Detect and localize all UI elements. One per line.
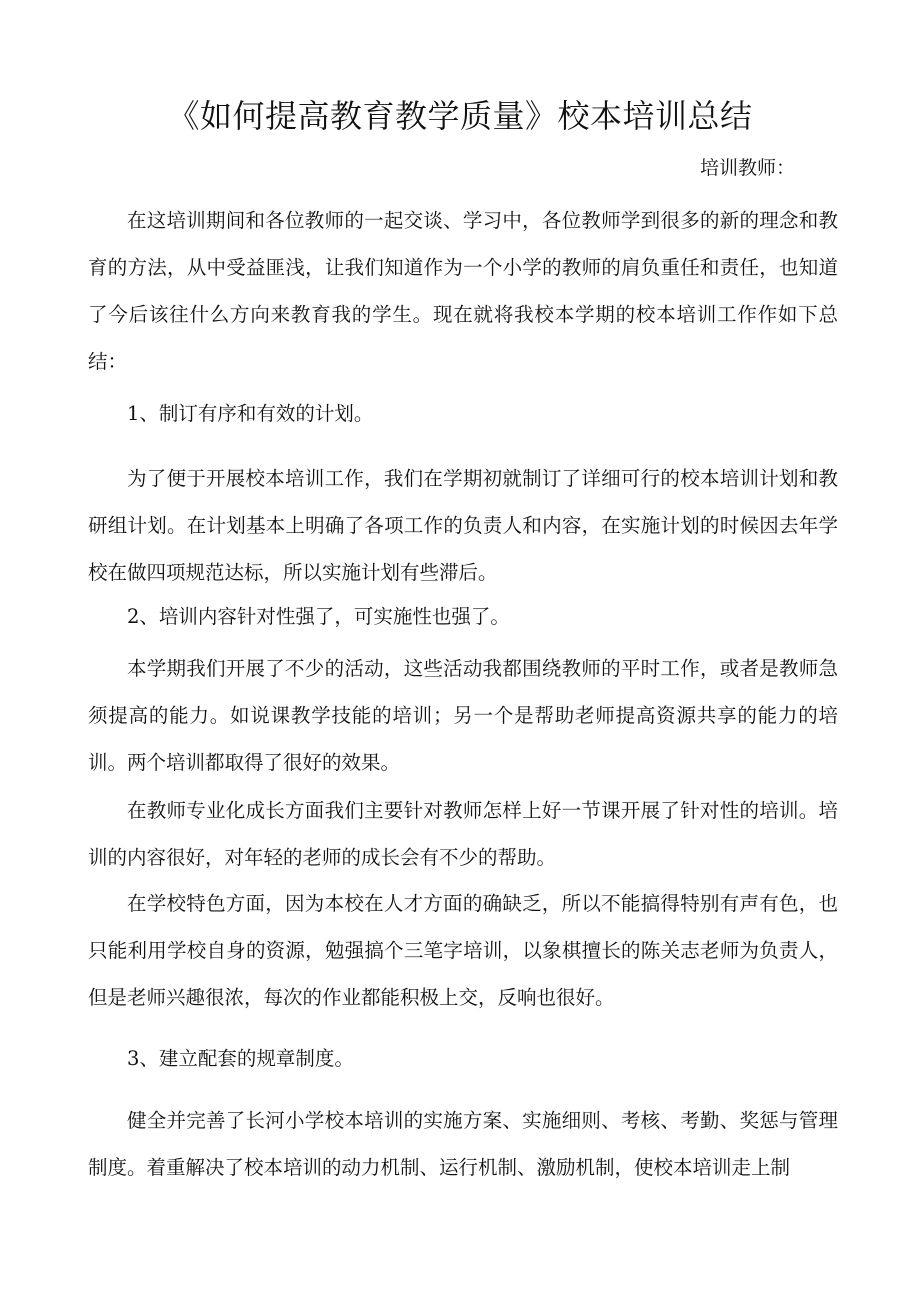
paragraph-regulations: 健全并完善了长河小学校本培训的实施方案、实施细则、考核、考勤、奖惩与管理制度。着重解决了校本培训的动力机制、运行机制、激励机制，使校本培训走上制 bbox=[88, 1109, 838, 1179]
document-title: 《如何提高教育教学质量》校本培训总结 bbox=[167, 97, 753, 135]
paragraph-plan: 为了便于开展校本培训工作，我们在学期初就制订了详细可行的校本培训计划和教研组计划。在计划基本上明确了各项工作的负责人和内容，在实施计划的时候因去年学校在做四项规范达标，所以实施计划有些滞后。 bbox=[88, 467, 838, 584]
section-heading-2: 2、培训内容针对性强了，可实施性也强了。 bbox=[127, 605, 510, 628]
paragraph-school-features: 在学校特色方面，因为本校在人才方面的确缺乏，所以不能搞得特别有声有色，也只能利用学校自身的资源，勉强搞个三笔字培训，以象棋擅长的陈关志老师为负责人，但是老师兴趣很浓，每次的作业都能积极上交，反响也很好。 bbox=[88, 892, 838, 1009]
paragraph-professional-growth: 在教师专业化成长方面我们主要针对教师怎样上好一节课开展了针对性的培训。培训的内容很好，对年轻的老师的成长会有不少的帮助。 bbox=[88, 799, 838, 869]
paragraph-activities: 本学期我们开展了不少的活动，这些活动我都围绕教师的平时工作，或者是教师急须提高的能力。如说课教学技能的培训；另一个是帮助老师提高资源共享的能力的培训。两个培训都取得了很好的效果。 bbox=[88, 657, 838, 774]
section-heading-3: 3、建立配套的规章制度。 bbox=[127, 1047, 354, 1070]
section-heading-1: 1、制订有序和有效的计划。 bbox=[127, 402, 374, 425]
author-line: 培训教师： bbox=[700, 157, 796, 179]
paragraph-intro: 在这培训期间和各位教师的一起交谈、学习中，各位教师学到很多的新的理念和教育的方法，从中受益匪浅，让我们知道作为一个小学的教师的肩负重任和责任，也知道了今后该往什么方向来教育我的学生。现在就将我校本学期的校本培训工作作如下总结： bbox=[88, 209, 838, 373]
